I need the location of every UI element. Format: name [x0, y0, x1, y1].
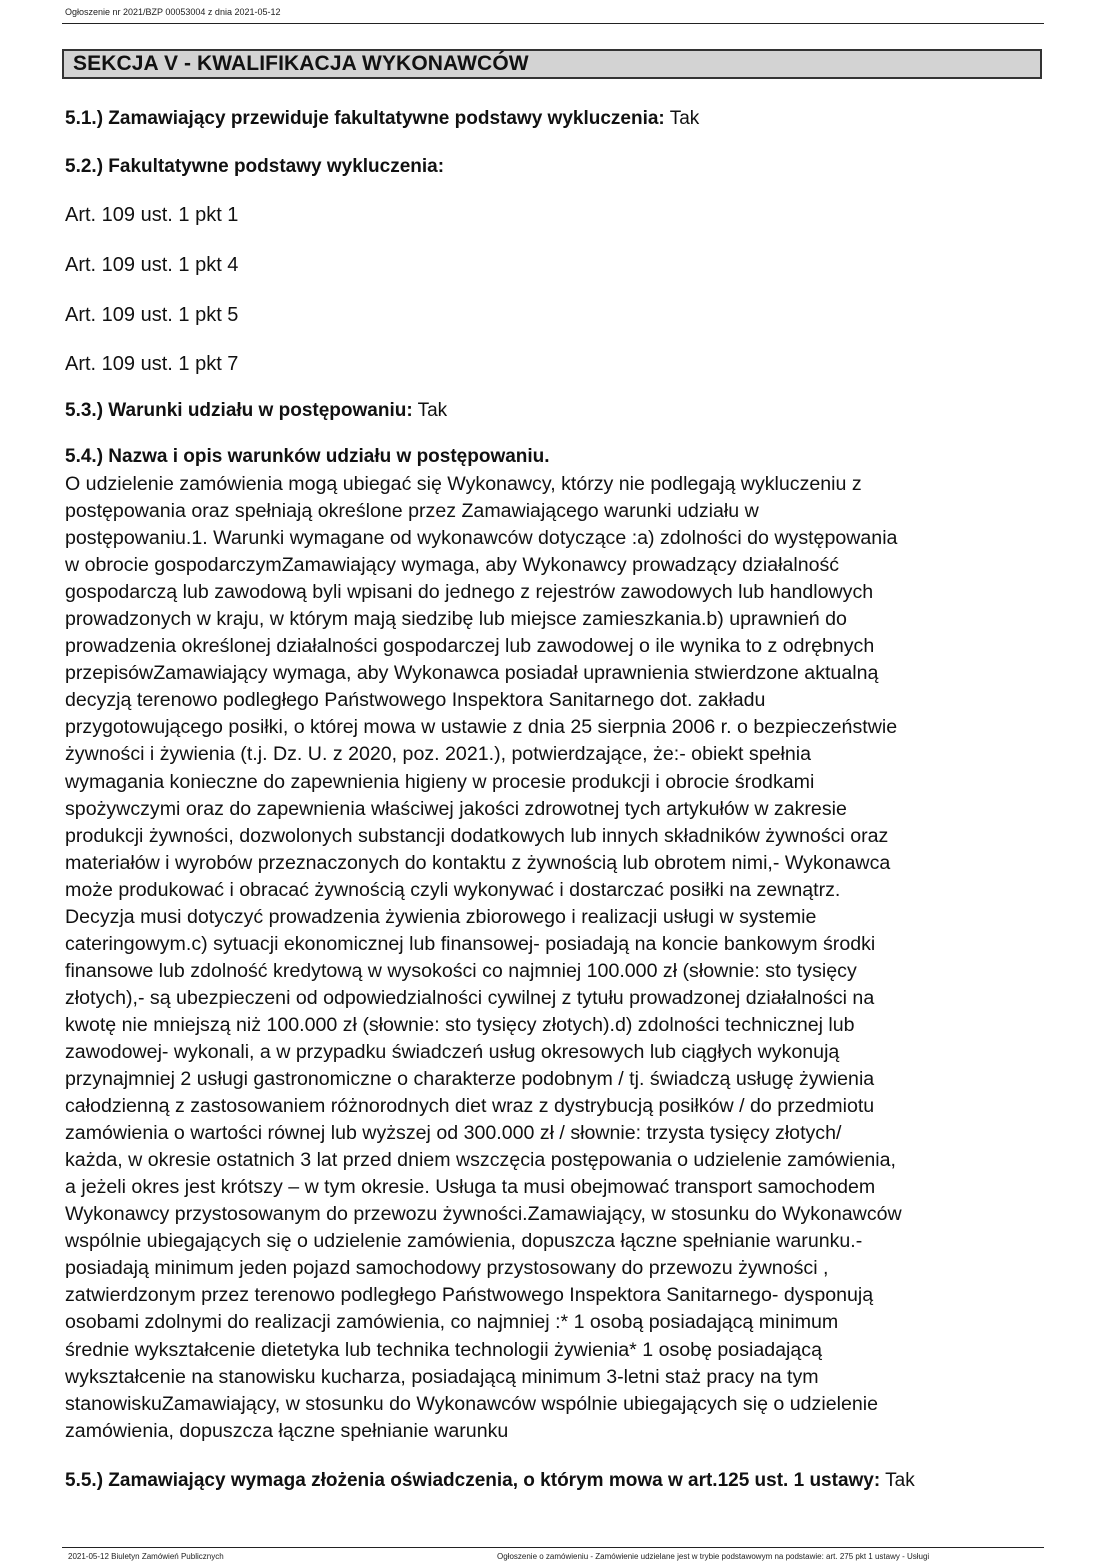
document-header-note: Ogłoszenie nr 2021/BZP 00053004 z dnia 2021-05-12 [65, 7, 281, 17]
item-5-4-description: O udzielenie zamówienia mogą ubiegać się Wykonawcy, którzy nie podlegają wykluczeniu z postępowania oraz spełniają określone przez Zamawiającego warunki udziału w postępowaniu.1. Warunki wymagane od wykonawców dotyczące :a) zdolności do występowania w obrocie gospodarczymZamawiający wymaga, aby Wykonawcy prowadzący działalność gospodarczą lub zawodową byli wpisani do jednego z rejestrów zawodowych lub handlowych prowadzonych w kraju, w którym mają siedzibę lub miejsce zamieszkania.b) uprawnień do prowadzenia określonej działalności gospodarczej lub zawodowej o ile wynika to z odrębnych przepisówZamawiający wymaga, aby Wykonawca posiadał uprawnienia stwierdzone aktualną decyzją terenowo podległego Państwowego Inspektora Sanitarnego dot. zakładu przygotowującego posiłki, o której mowa w ustawie z dnia 25 sierpnia 2006 r. o bezpieczeństwie żywności i żywienia (t.j. Dz. U. z 2020, poz. 2021.), potwierdzające, że:- obiekt spełnia wymagania konieczne do zapewnienia higieny w procesie produkcji i obrocie środkami spożywczymi oraz do zapewnienia właściwej jakości zdrowotnej tych artykułów w zakresie produkcji żywności, dozwolonych substancji dodatkowych lub innych składników żywności oraz materiałów i wyrobów przeznaczonych do kontaktu z żywnością lub obrotem nimi,- Wykonawca może produkować i obracać żywnością czyli wykonywać i dostarczać posiłki na zewnątrz. Decyzja musi dotyczyć prowadzenia żywienia zbiorowego i realizacji usługi w systemie cateringowym.c) sytuacji ekonomicznej lub finansowej- posiadają na koncie bankowym środki finansowe lub zdolność kredytową w wysokości co najmniej 100.000 zł (słownie: sto tysięcy złotych),- są ubezpieczeni od odpowiedzialności cywilnej z tytułu prowadzonej działalności na kwotę nie mniejszą niż 100.000 zł (słownie: sto tysięcy złotych).d) zdolności technicznej lub zawodowej- wykonali, a w przypadku świadczeń usług okresowych lub ciągłych wykonują przynajmniej 2 usługi gastronomiczne o charakterze podobnym / tj. świadczą usługę żywienia całodzienną z zastosowaniem różnorodnych diet wraz z dystrybucją posiłków / do przedmiotu zamówienia o wartości równej lub wyższej od 300.000 zł / słownie: trzysta tysięcy złotych/ każda, w okresie ostatnich 3 lat przed dniem wszczęcia postępowania o udzielenie zamówienia, a jeżeli okres jest krótszy – w tym okresie. Usługa ta musi obejmować transport samochodem Wykonawcy przystosowanym do przewozu żywności.Zamawiający, w stosunku do Wykonawców wspólnie ubiegających się o udzielenie zamówienia, dopuszcza łączne spełnianie warunku.- posiadają minimum jeden pojazd samochodowy przystosowany do przewozu żywności , zatwierdzonym przez terenowo podległego Państwowego Inspektora Sanitarnego- dysponują osobami zdolnymi do realizacji zamówienia, co najmniej :* 1 osobą posiadającą minimum średnie wykształcenie dietetyka lub technika technologii żywienia* 1 osobę posiadającą wykształcenie na stanowisku kucharza, posiadającą minimum 3-letni staż pracy na tym stanowiskuZamawiający, w stosunku do Wykonawców wspólnie ubiegających się o udzielenie zamówienia, dopuszcza łączne spełnianie warunku [65, 473, 902, 1442]
item-5-5-label: 5.5.) Zamawiający wymaga złożenia oświadczenia, o którym mowa w art.125 ust. 1 ustawy: [65, 1470, 881, 1491]
item-5-5-value: Tak [885, 1470, 915, 1491]
item-5-3-value: Tak [417, 400, 448, 421]
exclusion-ground: Art. 109 ust. 1 pkt 4 [65, 254, 239, 276]
item-5-1-label: 5.1.) Zamawiający przewiduje fakultatywne podstawy wykluczenia: [65, 108, 665, 129]
item-5-4-label: 5.4.) Nazwa i opis warunków udziału w postępowaniu. [65, 446, 550, 467]
exclusion-ground: Art. 109 ust. 1 pkt 1 [65, 204, 239, 226]
footer-date-source: 2021-05-12 Biuletyn Zamówień Publicznych [68, 1552, 224, 1561]
item-5-1-value: Tak [669, 108, 700, 129]
item-5-3-label: 5.3.) Warunki udziału w postępowaniu: [65, 400, 413, 421]
header-divider [62, 23, 1044, 24]
item-5-2-label: 5.2.) Fakultatywne podstawy wykluczenia: [65, 156, 445, 177]
exclusion-ground: Art. 109 ust. 1 pkt 5 [65, 304, 239, 326]
section-heading-box [62, 49, 1042, 79]
item-5-3 [65, 400, 447, 422]
section-title: SEKCJA V - KWALIFIKACJA WYKONAWCÓW [73, 52, 529, 75]
footer-divider [62, 1547, 1044, 1548]
item-5-1 [65, 108, 699, 130]
exclusion-ground: Art. 109 ust. 1 pkt 7 [65, 353, 239, 375]
footer-notice-type: Ogłoszenie o zamówieniu - Zamówienie udzielane jest w trybie podstawowym na podstawie: art. 275 pkt 1 ustawy - Usługi [497, 1552, 930, 1561]
item-5-5 [65, 1470, 915, 1492]
